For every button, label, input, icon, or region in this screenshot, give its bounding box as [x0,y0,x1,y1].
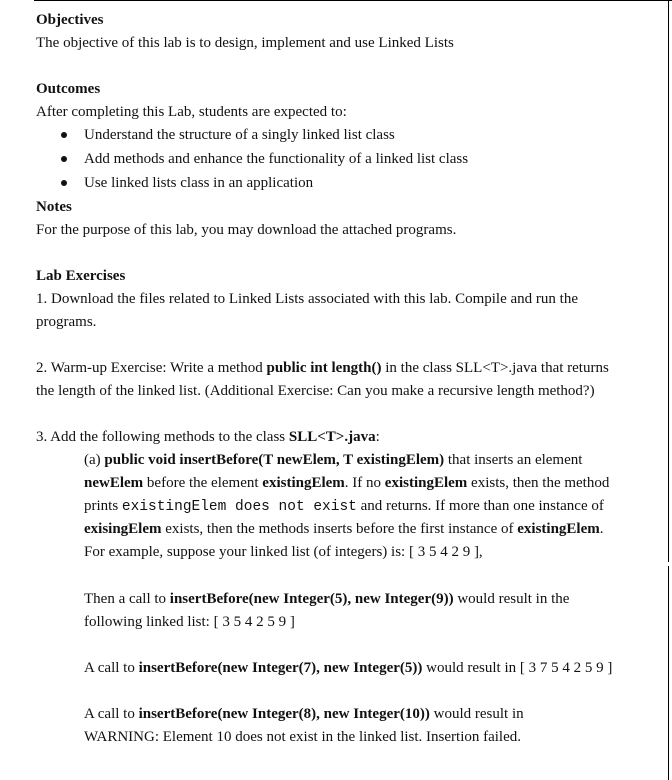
exercise-3a-line-4: exisingElem exists, then the methods inserts before the first instance of existingElem. [84,521,604,537]
outcome-item: Add methods and enhance the functionality of a linked list class [84,151,469,167]
notes-text: For the purpose of this lab, you may download the attached programs. [36,222,457,238]
bullet-icon [61,156,67,162]
bullet-icon [61,180,67,186]
outcomes-heading: Outcomes [36,81,101,97]
outcome-item: Use linked lists class in an application [84,175,314,191]
bullet-icon [61,132,67,138]
exercise-3-line-1: 3. Add the following methods to the class SLL<T>.java: [36,429,380,445]
objectives-heading: Objectives [36,12,104,28]
objectives-text: The objective of this lab is to design, implement and use Linked Lists [36,35,454,51]
example-call-3-line-1: A call to insertBefore(new Integer(8), new Integer(10)) would result in [84,706,524,722]
code-snippet: existingElem does not exist [121,499,357,515]
exercise-1-line-1: 1. Download the files related to Linked Lists associated with this lab. Compile and run the [36,291,578,307]
exercise-2-line-1: 2. Warm-up Exercise: Write a method public int length() in the class SLL<T>.java that returns [36,360,609,376]
example-call-1-line-2: following linked list: [ 3 5 4 2 5 9 ] [84,614,295,630]
right-border-line [668,0,669,562]
example-call-3-line-2: WARNING: Element 10 does not exist in the linked list. Insertion failed. [84,729,522,745]
outcome-item: Understand the structure of a singly linked list class [84,127,395,143]
exercise-3a-line-3: prints existingElem does not exist and returns. If more than one instance of [84,498,604,515]
exercise-3a-line-5: For example, suppose your linked list (of integers) is: [ 3 5 4 2 9 ], [84,544,483,560]
example-call-2: A call to insertBefore(new Integer(7), new Integer(5)) would result in [ 3 7 5 4 2 5 9 ] [84,660,613,676]
exercise-3a-line-1: (a) public void insertBefore(T newElem, T existingElem) that inserts an element [84,452,583,468]
outcomes-intro: After completing this Lab, students are expected to: [36,104,347,120]
notes-heading: Notes [36,199,72,215]
exercise-2-line-2: the length of the linked list. (Additional Exercise: Can you make a recursive length method?) [36,383,595,399]
exercise-1-line-2: programs. [36,314,97,330]
top-border-line [34,0,672,1]
right-border-line-lower [668,566,669,780]
exercise-3a-line-2: newElem before the element existingElem. If no existingElem exists, then the method [84,475,610,491]
example-call-1-line-1: Then a call to insertBefore(new Integer(5), new Integer(9)) would result in the [84,591,570,607]
lab-exercises-heading: Lab Exercises [36,268,126,284]
